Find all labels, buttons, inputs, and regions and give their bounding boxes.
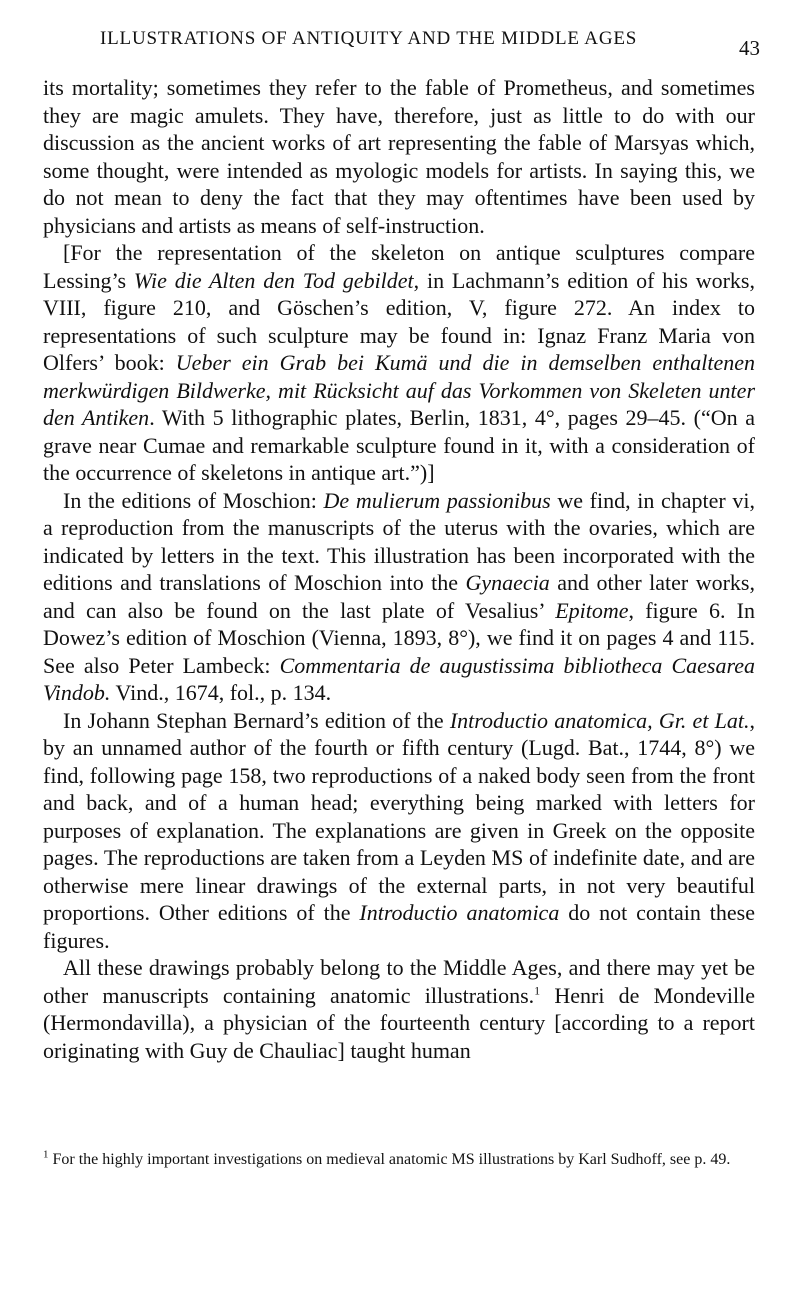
italic-title-text: Ueber ein Grab bei Kumä und die in demselben enthaltenen merkwürdigen Bildwerke, mit Rücksicht auf das Vorkommen von Skeleten unter den Antiken [43, 350, 756, 430]
paragraph-text: In the editions of Moschion: [63, 487, 324, 513]
paragraph-text: [For the representation of the skeleton on antique sculptures compare Lessing’s [43, 240, 755, 293]
paragraph-text: , by an unnamed author of the fourth or fifth century (Lugd. Bat., 1744, 8°) we find, following page 158, two reproductions of a naked body seen from the front and back, and of a human head; everything being marked with letters for purposes of explanation. The explanations are given in Greek on the opposite pages. The reproductions are taken from a Leyden MS of indefinite date, and are otherwise mere linear drawings of the external parts, in not very beautiful proportions. Other editions of the [43, 707, 755, 925]
paragraph-text: In Johann Stephan Bernard’s edition of the [63, 707, 450, 733]
paragraph-text: and other later works, and can also be found on the last plate of Vesalius’ [43, 570, 755, 623]
page-number: 43 [739, 36, 760, 60]
paragraph-text: Henri de Mondeville (Hermondavilla), a physician of the fourteenth century [according to a report originating with Guy de Chauliac] taught human [43, 982, 755, 1063]
running-title: ILLUSTRATIONS OF ANTIQUITY AND THE MIDDLE AGES [100, 28, 638, 49]
footnote [43, 1149, 755, 1170]
paragraph-text: . With 5 lithographic plates, Berlin, 1831, 4°, pages 29–45. (“On a grave near Cumae and remarkable sculpture found in it, with a consideration of the occurrence of skeletons in antique art.”)] [43, 405, 756, 485]
paragraph-text: Vind., 1674, fol., p. 134. [110, 680, 332, 705]
italic-title-text: Introductio anatomica [359, 900, 560, 925]
footnote-reference: 1 [534, 983, 541, 998]
paragraph-text: we find, in chapter vi, a reproduction from the manuscripts of the uterus with the ovaries, which are indicated by letters in the text. This illustration has been incorporated with the editions and translations of Moschion into the [43, 487, 755, 595]
paragraph [43, 487, 755, 707]
paragraph [43, 954, 755, 1064]
body-text [43, 74, 755, 1064]
italic-title-text: Commentaria de augustissima bibliotheca Caesarea Vindob. [43, 652, 755, 705]
footnote-marker: 1 [43, 1148, 49, 1161]
paragraph-text: All these drawings probably belong to the Middle Ages, and there may yet be other manuscripts containing anatomic illustrations. [43, 955, 755, 1008]
paragraph [43, 74, 755, 239]
paragraph [43, 239, 755, 487]
paragraph-text: , figure 6. In Dowez’s edition of Moschion (Vienna, 1893, 8°), we find it on pages 4 and 115. See also Peter Lambeck: [43, 597, 755, 678]
italic-title-text: Wie die Alten den Tod gebildet [133, 267, 414, 293]
paragraph-text: , in Lachmann’s edition of his works, VIII, figure 210, and Göschen’s edition, V, figure 272. An index to representations of such sculpture may be found in: Ignaz Franz Maria von Olfers’ book: [43, 267, 755, 375]
italic-title-text: De mulierum passionibus [323, 487, 551, 513]
running-head [100, 28, 760, 58]
paragraph [43, 707, 755, 955]
italic-title-text: Gynaecia [465, 570, 550, 595]
paragraph-text: do not contain these figures. [43, 900, 755, 953]
footnote-text: For the highly important investigations on medieval anatomic MS illustrations by Karl Sudhoff, see p. 49. [52, 1151, 731, 1168]
italic-title-text: Epitome [555, 597, 629, 623]
paragraph-text: its mortality; sometimes they refer to the fable of Prometheus, and sometimes they are magic amulets. They have, therefore, just as little to do with our discussion as the ancient works of art representing the fable of Marsyas which, some thought, were intended as myologic models for artists. In saying this, we do not mean to deny the fact that they may oftentimes have been used by physicians and artists as means of self-instruction. [43, 75, 755, 238]
italic-title-text: Introductio anatomica, Gr. et Lat. [449, 707, 750, 733]
